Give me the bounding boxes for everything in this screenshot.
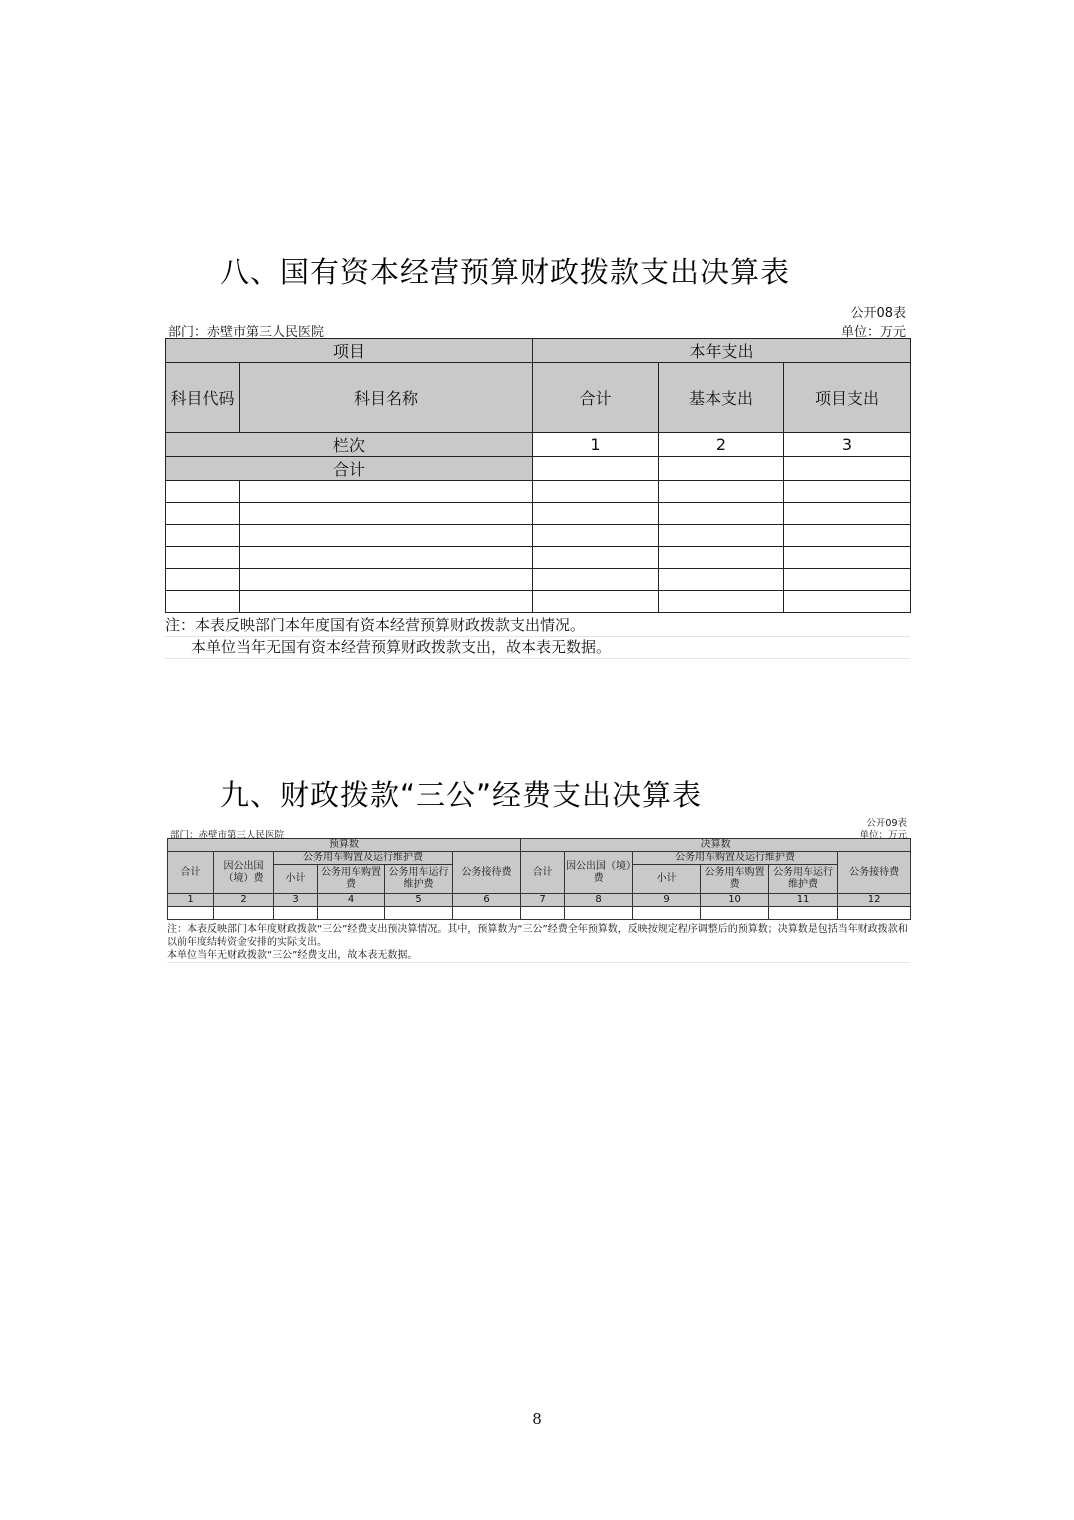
table9-note-2: 本单位当年无财政拨款“三公”经费支出，故本表无数据。 bbox=[167, 949, 910, 963]
table-cell bbox=[240, 503, 533, 525]
header-vehicle-buy: 公务用车购置费 bbox=[318, 865, 385, 894]
table-cell bbox=[659, 547, 784, 569]
table9-grid bbox=[167, 838, 911, 920]
table-cell bbox=[533, 503, 659, 525]
header-budget: 预算数 bbox=[168, 839, 521, 852]
table-cell bbox=[565, 907, 633, 920]
table-cell bbox=[240, 481, 533, 503]
table9 bbox=[167, 814, 910, 963]
table9-note-1: 注：本表反映部门本年度财政拨款“三公”经费支出预决算情况。其中，预算数为“三公”经费全年预算数，反映按规定程序调整后的预算数；决算数是包括当年财政拨款和以前年度结转资金安排的实际支出。 bbox=[167, 924, 908, 948]
table8 bbox=[165, 300, 910, 659]
header-abroad: 因公出国（境）费 bbox=[565, 852, 633, 894]
table-cell bbox=[240, 547, 533, 569]
table-cell bbox=[784, 481, 911, 503]
table8-meta bbox=[165, 320, 910, 338]
header-vehicle-run: 公务用车运行维护费 bbox=[385, 865, 453, 894]
table-cell bbox=[769, 907, 838, 920]
header-vehicle-run: 公务用车运行维护费 bbox=[769, 865, 838, 894]
table9-notes bbox=[167, 923, 910, 963]
header-subtotal: 小计 bbox=[633, 865, 701, 894]
col-num-row bbox=[168, 894, 911, 907]
table-row bbox=[166, 457, 911, 481]
table8-dept: 部门：赤壁市第三人民医院 bbox=[168, 325, 325, 340]
table8-note-1: 注：本表反映部门本年度国有资本经营预算财政拨款支出情况。 bbox=[165, 615, 910, 637]
table-cell bbox=[784, 547, 911, 569]
header-project: 项目支出 bbox=[784, 363, 911, 433]
table-cell bbox=[318, 907, 385, 920]
table-cell bbox=[701, 907, 769, 920]
table-row bbox=[166, 481, 911, 503]
table-cell bbox=[659, 481, 784, 503]
col-num: 1 bbox=[168, 894, 214, 907]
table-cell bbox=[385, 907, 453, 920]
table8-notes bbox=[165, 615, 910, 659]
table-cell bbox=[453, 907, 521, 920]
table-cell bbox=[784, 525, 911, 547]
table-cell bbox=[784, 457, 911, 481]
header-basic: 基本支出 bbox=[659, 363, 784, 433]
table-cell bbox=[521, 907, 565, 920]
header-abroad: 因公出国（境）费 bbox=[214, 852, 274, 894]
header-item: 项目 bbox=[166, 339, 533, 363]
table-cell bbox=[533, 457, 659, 481]
table-cell bbox=[784, 569, 911, 591]
table-row bbox=[166, 525, 911, 547]
table-row bbox=[168, 907, 911, 920]
header-vehicle: 公务用车购置及运行维护费 bbox=[633, 852, 838, 865]
col-num: 12 bbox=[838, 894, 911, 907]
col-num: 2 bbox=[659, 433, 784, 457]
table-cell bbox=[166, 503, 240, 525]
table-row bbox=[166, 591, 911, 613]
table8-title: 八、国有资本经营预算财政拨款支出决算表 bbox=[220, 255, 791, 289]
table9-dept: 部门：赤壁市第三人民医院 bbox=[170, 830, 285, 841]
header-code: 科目代码 bbox=[166, 363, 240, 433]
table-cell bbox=[838, 907, 911, 920]
table-cell bbox=[659, 503, 784, 525]
table8-grid bbox=[165, 338, 911, 613]
header-total: 合计 bbox=[533, 363, 659, 433]
col-num: 7 bbox=[521, 894, 565, 907]
table8-note-2: 本单位当年无国有资本经营预算财政拨款支出，故本表无数据。 bbox=[165, 637, 910, 659]
table-cell bbox=[166, 547, 240, 569]
table-cell bbox=[633, 907, 701, 920]
table-cell bbox=[533, 525, 659, 547]
table8-meta-top bbox=[165, 300, 910, 320]
col-num: 5 bbox=[385, 894, 453, 907]
table-cell bbox=[784, 503, 911, 525]
table9-meta bbox=[167, 814, 910, 841]
header-total: 合计 bbox=[168, 852, 214, 894]
col-num: 2 bbox=[214, 894, 274, 907]
table9-unit: 单位：万元 bbox=[859, 830, 907, 841]
table-cell bbox=[166, 569, 240, 591]
col-label: 栏次 bbox=[166, 433, 533, 457]
total-row-label: 合计 bbox=[166, 457, 533, 481]
table-cell bbox=[659, 569, 784, 591]
table-cell bbox=[533, 569, 659, 591]
table-cell bbox=[240, 591, 533, 613]
table-cell bbox=[166, 525, 240, 547]
table-row bbox=[166, 547, 911, 569]
table-cell bbox=[240, 569, 533, 591]
header-reception: 公务接待费 bbox=[453, 852, 521, 894]
table-cell bbox=[533, 591, 659, 613]
table-cell bbox=[659, 525, 784, 547]
table-cell bbox=[274, 907, 318, 920]
table-row bbox=[166, 503, 911, 525]
header-reception: 公务接待费 bbox=[838, 852, 911, 894]
col-num: 10 bbox=[701, 894, 769, 907]
table8-form-no: 公开08表 bbox=[850, 306, 906, 321]
col-num: 1 bbox=[533, 433, 659, 457]
col-num: 11 bbox=[769, 894, 838, 907]
page-number: 8 bbox=[532, 1410, 542, 1428]
header-current-year: 本年支出 bbox=[533, 339, 911, 363]
table-cell bbox=[784, 591, 911, 613]
header-total: 合计 bbox=[521, 852, 565, 894]
header-name: 科目名称 bbox=[240, 363, 533, 433]
table9-form-no: 公开09表 bbox=[866, 818, 907, 829]
table-row bbox=[166, 569, 911, 591]
table-cell bbox=[166, 591, 240, 613]
table8-unit: 单位：万元 bbox=[840, 325, 906, 340]
table-cell bbox=[659, 457, 784, 481]
header-vehicle: 公务用车购置及运行维护费 bbox=[274, 852, 453, 865]
table-cell bbox=[166, 481, 240, 503]
col-num: 9 bbox=[633, 894, 701, 907]
col-num: 4 bbox=[318, 894, 385, 907]
col-num: 3 bbox=[274, 894, 318, 907]
col-num: 3 bbox=[784, 433, 911, 457]
header-final: 决算数 bbox=[521, 839, 911, 852]
table-cell bbox=[659, 591, 784, 613]
col-num: 8 bbox=[565, 894, 633, 907]
table-cell bbox=[533, 481, 659, 503]
table-cell bbox=[240, 525, 533, 547]
header-subtotal: 小计 bbox=[274, 865, 318, 894]
table-cell bbox=[168, 907, 214, 920]
table9-title: 九、财政拨款“三公”经费支出决算表 bbox=[220, 778, 703, 812]
table-cell bbox=[533, 547, 659, 569]
header-vehicle-buy: 公务用车购置费 bbox=[701, 865, 769, 894]
table-cell bbox=[214, 907, 274, 920]
col-num: 6 bbox=[453, 894, 521, 907]
